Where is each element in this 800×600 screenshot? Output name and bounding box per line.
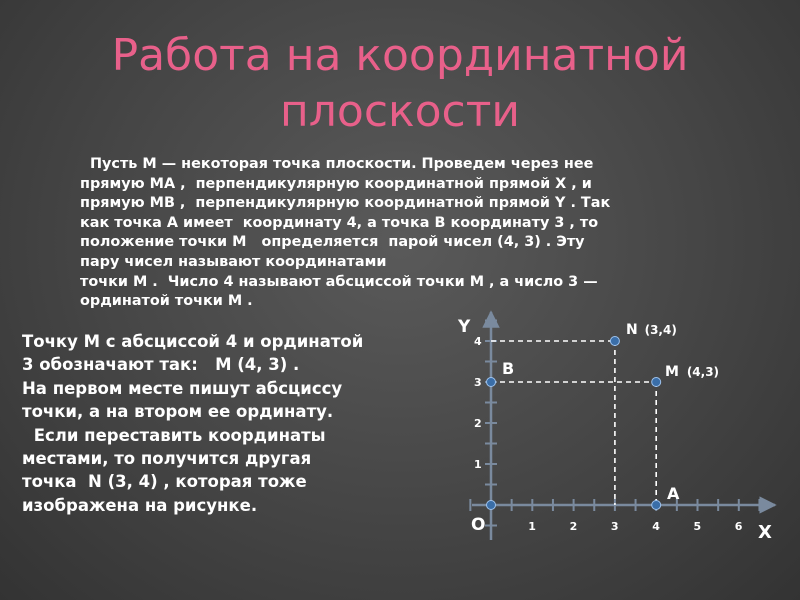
paragraph-line: как точка А имеет координату 4, а точка В координату 3 , то (80, 214, 599, 231)
paragraph-line: точки М . Число 4 называют абсциссой точки М , а число 3 — (80, 273, 598, 290)
origin-point (487, 501, 496, 510)
paragraph-line: ординатой точки М . (80, 293, 253, 310)
x-tick-labels (528, 520, 743, 533)
point-n-label (626, 322, 677, 338)
point-m (652, 378, 661, 387)
point-m-coords: (4,3) (686, 365, 720, 379)
point-n-name: N (626, 322, 638, 338)
paragraph-line: Пусть M — некоторая точка плоскости. Проведем через нее (90, 156, 594, 172)
side-text-line: 3 обозначают так: M (4, 3) . (22, 355, 300, 375)
y-tick-label: 4 (474, 335, 482, 348)
x-tick-label: 5 (693, 520, 702, 533)
point-m-label (665, 364, 719, 380)
origin-label: O (471, 515, 486, 535)
point-b-label: B (502, 359, 515, 378)
x-tick-label: 1 (528, 520, 536, 533)
side-text-line: точка N (3, 4) , которая тоже (22, 472, 307, 492)
y-tick-label: 1 (474, 458, 482, 471)
paragraph-line: пару чисел называют координатами (80, 253, 387, 270)
paragraph-line: прямую MB , перпендикулярную координатной прямой Y . Так (80, 195, 611, 212)
point-n (610, 337, 619, 346)
side-text-line: изображена на рисунке. (22, 495, 258, 515)
paragraph-line: положение точки М определяется парой чисел (4, 3) . Эту (80, 234, 585, 251)
x-tick-label: 3 (610, 520, 619, 533)
y-tick-label: 3 (474, 376, 482, 389)
side-text-line: Если переставить координаты (28, 425, 326, 445)
point-m-name: M (665, 364, 679, 380)
x-tick-label: 4 (652, 520, 660, 533)
x-tick-label: 2 (569, 520, 578, 533)
side-text-line: На первом месте пишут абсциссу (22, 378, 343, 398)
title-line-2: плоскости (280, 86, 520, 137)
y-tick-label: 2 (474, 417, 482, 430)
point-a (652, 501, 661, 510)
point-b (487, 378, 496, 387)
side-text-line: точки, а на втором ее ординату. (22, 402, 334, 422)
y-tick-labels (474, 335, 482, 471)
y-axis-label: Y (458, 317, 471, 337)
projection-lines (491, 341, 656, 505)
paragraph-line: прямую MA , перпендикулярную координатной прямой X , и (80, 175, 592, 192)
x-axis-label: X (758, 522, 772, 543)
side-text-line: местами, то получится другая (22, 449, 312, 469)
point-n-coords: (3,4) (644, 323, 677, 337)
point-a-label: A (667, 484, 680, 503)
x-tick-label: 6 (734, 520, 743, 533)
side-text-line: Точку М с абсциссой 4 и ординатой (22, 332, 364, 351)
title-line-1: Работа на координатной (111, 30, 689, 81)
